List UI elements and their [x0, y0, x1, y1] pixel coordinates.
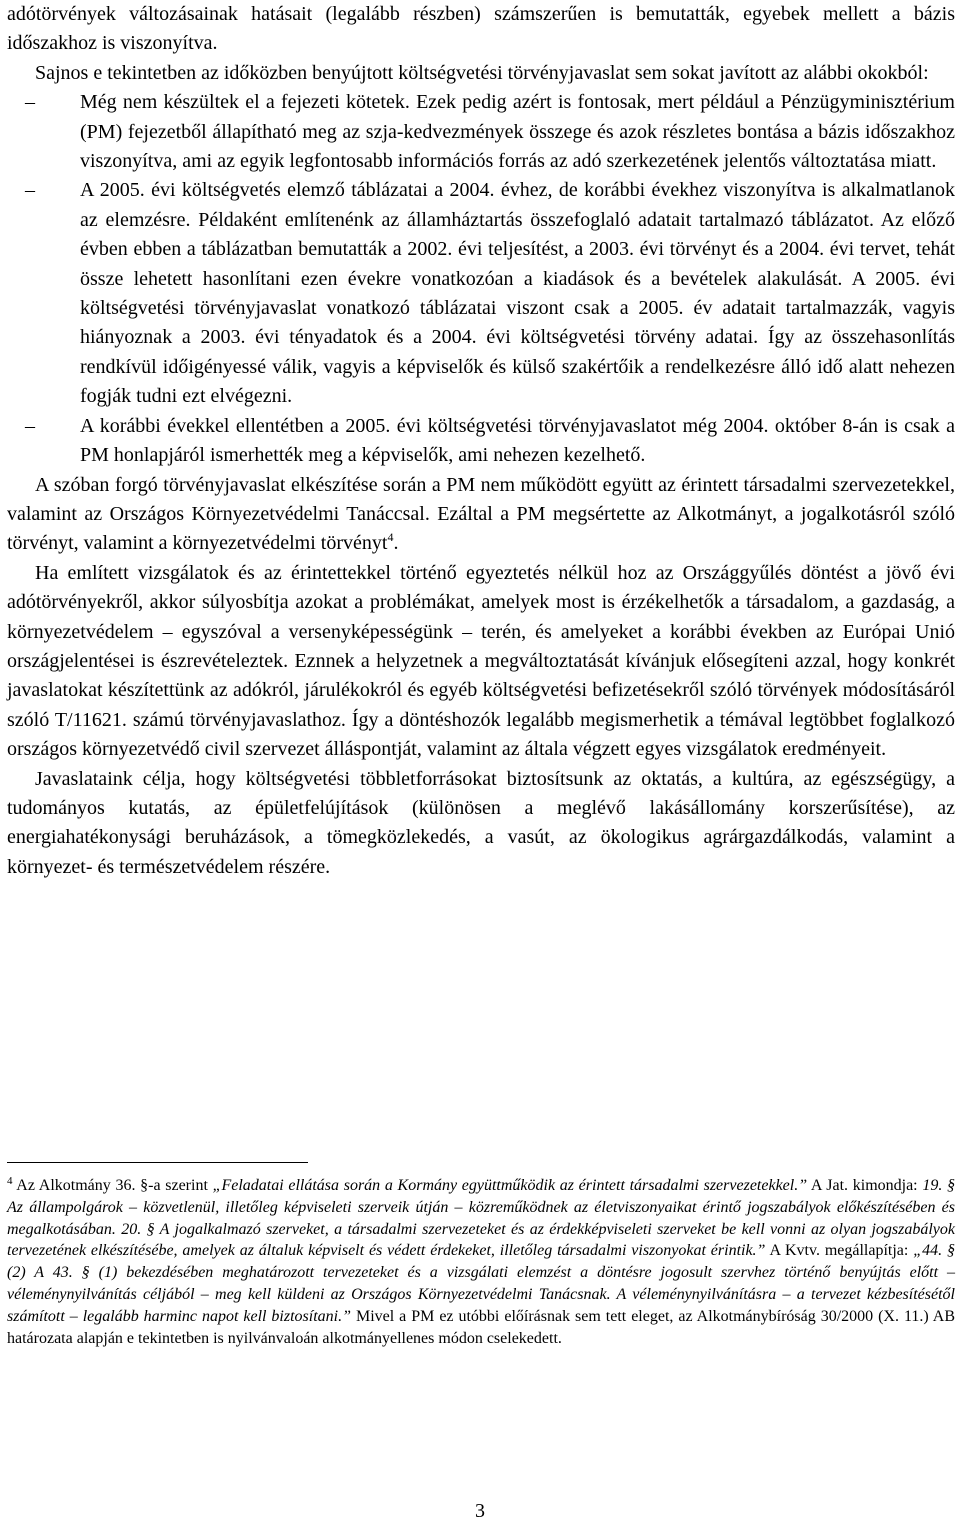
list-item: [7, 412, 955, 471]
paragraph-decision: Ha említett vizsgálatok és az érintettekkel történő egyeztetés nélkül hoz az Országgyűlés döntést a jövő évi adótörvényekről, akkor súlyosbítja azokat a problémákat, amelyek most is érzékelhetők a társadalom, a gazdaság, a környezetvédelem – egyszóval a versenyképességünk – terén, és amelyeket a korábbi években az Európai Unió országjelentései is észrevételeztek. Eznnek a helyzetnek a megváltoztatását kívánjuk elősegíteni azzal, hogy konkrét javaslatokat készítettünk az adókról, járulékokról és egyéb költségvetési befizetésekről szóló törvények módosításáról szóló T/11621. számú törvényjavaslathoz. Így a döntéshozók legalább megismerhetik a témával legtöbbet foglalkozó országos környezetvédő civil szervezet álláspontját, valamint az általa végzett egyes vizsgálatok eredményeit.: [7, 561, 955, 761]
paragraph-pm-cooperation: [7, 471, 955, 559]
paragraph-text: A szóban forgó törvényjavaslat elkészítése során a PM nem működött együtt az érintett társadalmi szervezetekkel, valamint az Országos Környezetvédelmi Tanáccsal. Ezáltal a PM megsértette az Alkotmányt, a jogalkotásról szóló törvényt, valamint a környezetvédelmi törvényt: [7, 473, 955, 555]
footnote-quote: „44. § (2) A 43. § (1) bekezdésében meghatározott tervezeteket és a vizsgálati elemzést a döntésre jogosult szervhez történő benyújtás előtt – véleménynyilvánítás céljából – meg kell küldeni az Országos Környezetvédelmi Tanácsnak. A véleménynyilvánításra – a tervezet kézbesítésétől számított – legalább harminc napot kell biztosítani.”: [7, 1242, 956, 1325]
paragraph-intro: Sajnos e tekintetben az időközben benyújtott költségvetési törvényjavaslat sem sokat javított az alábbi okokból:: [35, 61, 929, 84]
footnote-quote: 19. § Az állampolgárok – közvetlenül, illetőleg képviseleti szerveik útján – közreműködnek az életviszonyaikat érintő jogszabályok előkészítésében és megalkotásában. 20. § A jogalkalmazó szerveket, a társadalmi szervezeteket és az érdekképviseleti szerveket be kell vonni az olyan jogszabályok tervezetének elkészítésébe, amelyek az általuk képviselt és védett érdekeket, illetőleg társadalmi viszonyokat érintik.”: [7, 1177, 955, 1260]
footnote-text: Az Alkotmány 36. §-a szerint: [12, 1177, 213, 1194]
footnote-separator: [7, 1162, 308, 1163]
footnote-text: A Jat. kimondja:: [807, 1177, 923, 1194]
list-item-text: A korábbi évekkel ellentétben a 2005. évi költségvetési törvényjavaslatot még 2004. október 8-án is csak a PM honlapjáról ismerhették meg a képviselők, ami nehezen kezelhető.: [80, 414, 955, 467]
document-page: [7, 0, 956, 1347]
body-text: [7, 0, 955, 882]
dash-list: [7, 88, 955, 470]
paragraph-proposals: Javaslataink célja, hogy költségvetési többletforrásokat biztosítsunk az oktatás, a kultúra, az egészségügy, a tudományos kutatás, az épületfelújítások (különösen a meglévő lakásállomány korszerűsítése), az energiahatékonysági beruházások, a tömegközlekedés, a vasút, az ökologikus agrárgazdálkodás, valamint a környezet- és természetvédelem részére.: [7, 767, 955, 878]
page-number: 3: [475, 1500, 485, 1522]
dash-bullet: –: [25, 414, 35, 437]
paragraph-end: .: [393, 532, 399, 555]
list-item: [7, 88, 955, 176]
footnote-text: A Kvtv. megállapítja:: [765, 1242, 914, 1260]
paragraph-continuation: adótörvények változásainak hatásait (legalább részben) számszerűen is bemutatták, egyebek mellett a bázis időszakhoz is viszonyítva.: [7, 3, 955, 55]
footnote-quote: „Feladatai ellátása során a Kormány együttműködik az érintett társadalmi szervezetekkel.”: [212, 1177, 808, 1194]
footnote-reference: 4: [387, 530, 394, 545]
list-item-text: A 2005. évi költségvetés elemző táblázatai a 2004. évhez, de korábbi évekhez viszonyítva is alkalmatlanok az elemzésre. Példaként említenénk az államháztartás összefoglaló adatait tartalmazó táblázatot. Az előző évben ebben a táblázatban bemutatták a 2002. évi teljesítést, a 2003. évi törvényt és a 2004. évi tervet, tehát össze lehetett hasonlítani ezen évekre vonatkozóan a kiadások és a bevételek alakulását. A 2005. évi költségvetési törvényjavaslat vonatkozó táblázatai viszont csak a 2005. év adatait tartalmazzák, vagyis hiányoznak a 2003. évi tényadatok és a 2004. évi költségvetési törvény adatai. Így az összehasonlítás rendkívül időigényessé válik, vagyis a képviselők és külső szakértőik a rendelkezésre álló idő alatt nehezen fogják tudni ezt elvégezni.: [80, 179, 955, 408]
dash-bullet: –: [25, 179, 35, 202]
list-item-text: Még nem készültek el a fejezeti kötetek. Ezek pedig azért is fontosak, mert például a Pénzügyminisztérium (PM) fejezetből állapítható meg az szja-kedvezmények összege és azok részletes bontása a bázis időszakhoz viszonyítva, ami az egyik legfontosabb információs forrás az adó szerkezetének jelentős változtatása miatt.: [80, 91, 955, 173]
footnote: [7, 1175, 955, 1349]
list-item: [7, 176, 955, 411]
footnote-number: 4: [7, 1175, 13, 1187]
dash-bullet: –: [25, 91, 35, 114]
footnote-text: Mivel a PM ez utóbbi előírásnak sem tett eleget, az Alkotmánybíróság 30/2000 (X. 11.) AB határozata alapján e tekintetben is nyilvánvaloán alkotmányellenes módon cselekedett.: [7, 1307, 955, 1347]
